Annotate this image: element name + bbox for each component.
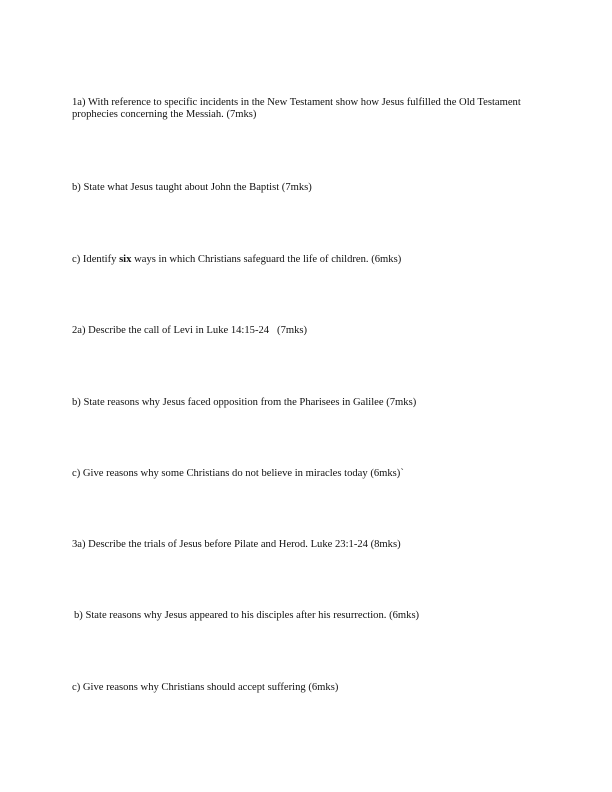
question-3a: 3a) Describe the trials of Jesus before Pilate and Herod. Luke 23:1-24 (8mks) xyxy=(72,539,401,550)
question-1c xyxy=(72,254,542,266)
question-1c-text-start: c) Identify xyxy=(72,254,120,265)
question-1b: b) State what Jesus taught about John the Baptist (7mks) xyxy=(72,182,312,193)
question-1c-emphasis: six xyxy=(119,254,132,265)
question-3b: b) State reasons why Jesus appeared to his disciples after his resurrection. (6mks) xyxy=(74,610,420,621)
question-2c: c) Give reasons why some Christians do not believe in miracles today (6mks)` xyxy=(72,468,404,479)
question-2a: 2a) Describe the call of Levi in Luke 14:15-24 (7mks) xyxy=(72,325,308,336)
question-3c: c) Give reasons why Christians should accept suffering (6mks) xyxy=(72,682,339,693)
question-2b: b) State reasons why Jesus faced opposition from the Pharisees in Galilee (7mks) xyxy=(72,397,417,408)
question-1a: 1a) With reference to specific incidents in the New Testament show how Jesus fulfilled the Old Testament prophecies concerning the Messiah. (7mks) xyxy=(72,97,521,121)
question-1c-text-end: ways in which Christians safeguard the life of children. (6mks) xyxy=(131,254,402,265)
